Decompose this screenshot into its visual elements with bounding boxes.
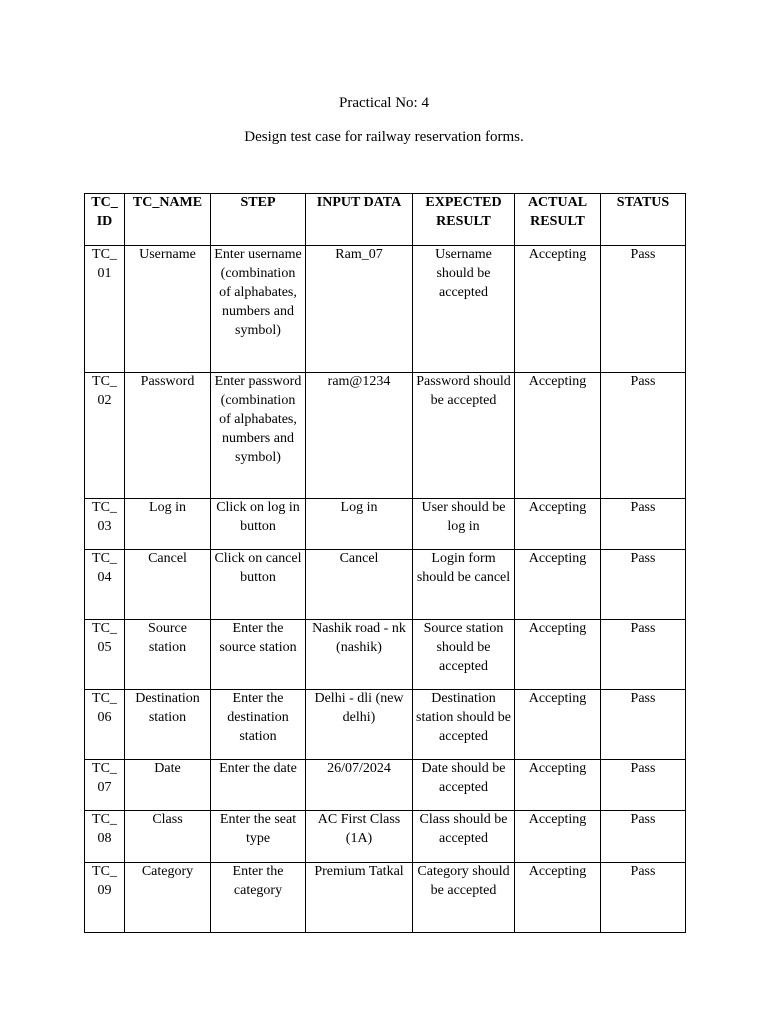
cell-tc-name: Cancel — [125, 550, 211, 620]
cell-status: Pass — [601, 246, 686, 373]
cell-tc-name: Username — [125, 246, 211, 373]
table-row — [85, 620, 686, 690]
cell-tc-name: Class — [125, 811, 211, 863]
cell-tc-name: Log in — [125, 499, 211, 550]
cell-tc-name: Category — [125, 863, 211, 933]
cell-expected-result: Date should be accepted — [413, 760, 515, 811]
cell-status: Pass — [601, 760, 686, 811]
cell-actual-result: Accepting — [515, 246, 601, 373]
cell-actual-result: Accepting — [515, 811, 601, 863]
cell-step: Enter username (combination of alphabates, numbers and symbol) — [211, 246, 306, 373]
cell-tc-name: Date — [125, 760, 211, 811]
header-tc-name: TC_NAME — [125, 194, 211, 246]
header-status: STATUS — [601, 194, 686, 246]
cell-status: Pass — [601, 690, 686, 760]
practical-title: Practical No: 4 — [339, 95, 429, 111]
cell-input-data: 26/07/2024 — [306, 760, 413, 811]
header-input-data: INPUT DATA — [306, 194, 413, 246]
cell-actual-result: Accepting — [515, 373, 601, 499]
cell-expected-result: Login form should be cancel — [413, 550, 515, 620]
table-row — [85, 690, 686, 760]
cell-tc-id: TC_ 09 — [85, 863, 125, 933]
cell-actual-result: Accepting — [515, 620, 601, 690]
cell-tc-id: TC_ 04 — [85, 550, 125, 620]
cell-tc-id: TC_ 06 — [85, 690, 125, 760]
cell-status: Pass — [601, 863, 686, 933]
header-tc-id: TC_ ID — [85, 194, 125, 246]
table-row — [85, 863, 686, 933]
cell-actual-result: Accepting — [515, 863, 601, 933]
cell-step: Click on log in button — [211, 499, 306, 550]
cell-status: Pass — [601, 373, 686, 499]
cell-step: Click on cancel button — [211, 550, 306, 620]
cell-expected-result: Destination station should be accepted — [413, 690, 515, 760]
cell-expected-result: Source station should be accepted — [413, 620, 515, 690]
cell-expected-result: Category should be accepted — [413, 863, 515, 933]
cell-tc-id: TC_ 02 — [85, 373, 125, 499]
cell-input-data: Ram_07 — [306, 246, 413, 373]
cell-step: Enter the source station — [211, 620, 306, 690]
cell-input-data: AC First Class (1A) — [306, 811, 413, 863]
table-header-row — [85, 194, 686, 246]
cell-actual-result: Accepting — [515, 499, 601, 550]
cell-actual-result: Accepting — [515, 550, 601, 620]
cell-input-data: Cancel — [306, 550, 413, 620]
cell-tc-id: TC_ 05 — [85, 620, 125, 690]
cell-tc-id: TC_ 03 — [85, 499, 125, 550]
cell-input-data: ram@1234 — [306, 373, 413, 499]
cell-status: Pass — [601, 499, 686, 550]
cell-tc-id: TC_ 08 — [85, 811, 125, 863]
table-row — [85, 550, 686, 620]
test-case-table — [84, 193, 686, 933]
cell-input-data: Premium Tatkal — [306, 863, 413, 933]
table-row — [85, 760, 686, 811]
cell-actual-result: Accepting — [515, 760, 601, 811]
header-step: STEP — [211, 194, 306, 246]
aim-statement: Design test case for railway reservation forms. — [244, 129, 524, 145]
cell-actual-result: Accepting — [515, 690, 601, 760]
cell-status: Pass — [601, 811, 686, 863]
table-row — [85, 811, 686, 863]
cell-tc-name: Source station — [125, 620, 211, 690]
cell-step: Enter the category — [211, 863, 306, 933]
cell-step: Enter password (combination of alphabates, numbers and symbol) — [211, 373, 306, 499]
cell-expected-result: Username should be accepted — [413, 246, 515, 373]
cell-status: Pass — [601, 550, 686, 620]
cell-tc-name: Password — [125, 373, 211, 499]
cell-expected-result: Password should be accepted — [413, 373, 515, 499]
cell-input-data: Delhi - dli (new delhi) — [306, 690, 413, 760]
header-expected-result: EXPECTED RESULT — [413, 194, 515, 246]
table-row — [85, 373, 686, 499]
cell-step: Enter the seat type — [211, 811, 306, 863]
header-actual-result: ACTUAL RESULT — [515, 194, 601, 246]
cell-expected-result: Class should be accepted — [413, 811, 515, 863]
cell-step: Enter the date — [211, 760, 306, 811]
cell-input-data: Nashik road - nk (nashik) — [306, 620, 413, 690]
cell-tc-id: TC_ 07 — [85, 760, 125, 811]
cell-input-data: Log in — [306, 499, 413, 550]
cell-tc-name: Destination station — [125, 690, 211, 760]
table-row — [85, 499, 686, 550]
table-row — [85, 246, 686, 373]
cell-step: Enter the destination station — [211, 690, 306, 760]
cell-status: Pass — [601, 620, 686, 690]
cell-tc-id: TC_ 01 — [85, 246, 125, 373]
cell-expected-result: User should be log in — [413, 499, 515, 550]
